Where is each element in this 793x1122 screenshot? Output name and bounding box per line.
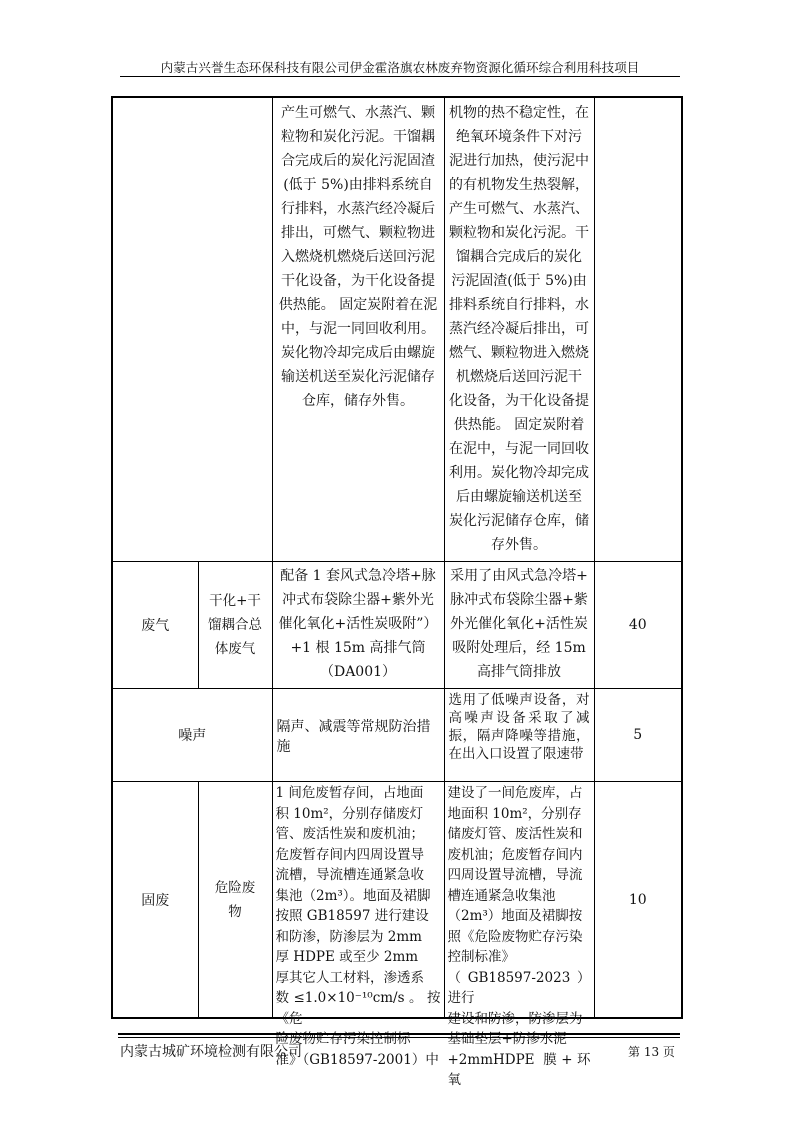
- line: 排料系统自行排料，水: [449, 297, 589, 313]
- line: 储废灯管、废活性炭和: [447, 826, 583, 842]
- line: 采用了由风式急冷塔+: [450, 568, 588, 584]
- line: 外光催化氧化+活性炭: [450, 616, 588, 632]
- line: 厚 HDPE 或至少 2mm: [275, 949, 419, 965]
- actual-measure-text: 选用了低噪声设备，对高噪声设备采取了减振，隔声降噪等措施，在出入口设置了限速带: [448, 692, 590, 762]
- category-waste-gas: 废气: [112, 562, 198, 689]
- line: 存外售。: [491, 537, 547, 553]
- line: +1 根 15m 高排气筒: [290, 640, 426, 656]
- investment-cell-empty: [594, 97, 682, 562]
- line: 废机油；危废暂存间内: [447, 846, 583, 863]
- line: 吸附处理后，经 15m: [452, 640, 586, 656]
- line: 排出，可燃气、颗粒物进: [281, 225, 435, 241]
- line: 粒物和炭化污泥。干馏耦: [281, 129, 435, 145]
- investment-solid-waste: 10: [594, 782, 682, 1019]
- line: 中，与泥一同回收利用。: [281, 321, 435, 337]
- actual-measure-text: [445, 98, 594, 561]
- line: 绝氧环境条件下对污: [456, 129, 582, 145]
- line: （GB18597-2023）进行: [447, 969, 591, 1006]
- line: 危险废: [214, 879, 256, 896]
- line: 物: [228, 903, 242, 920]
- line: 数≤1.0×10⁻¹⁰cm/s。按《危: [275, 990, 441, 1027]
- table-row-noise: [112, 689, 682, 782]
- line: 后由螺旋输送机送至: [456, 489, 582, 505]
- line: 化设备，为干化设备提: [449, 393, 589, 409]
- line: 污泥固渣(低于 5%)由: [451, 273, 587, 289]
- line: 行排料，水蒸汽经冷凝后: [281, 201, 435, 217]
- line: 馏耦合完成后的炭化: [456, 249, 582, 265]
- line: 利用。炭化物冷却完成: [449, 465, 589, 481]
- line: 干化+干: [209, 593, 261, 609]
- line: 四周设置导流槽，导流: [447, 867, 583, 883]
- line: (低于 5%)由排料系统自: [283, 177, 433, 193]
- line: 合完成后的炭化污泥固渣: [281, 153, 435, 169]
- line: 槽连通紧急收集池: [447, 887, 556, 904]
- line: 险废物贮存污染控制标: [275, 1031, 411, 1047]
- line: 冲式布袋除尘器+紫外光: [282, 592, 434, 608]
- design-measure-cell: [272, 689, 444, 782]
- line: 照《危险废物贮存污染: [447, 928, 583, 945]
- line: 的有机物发生热裂解，: [449, 177, 589, 193]
- line: 建设和防渗，防渗层为: [447, 1010, 583, 1027]
- line: 脉冲式布袋除尘器+紫: [450, 592, 588, 608]
- line: 供热能。 固定炭附着在泥: [278, 297, 438, 313]
- design-measure-text: [273, 782, 444, 1068]
- footer-company: 内蒙古城矿环境检测有限公司: [120, 1044, 302, 1060]
- table-row-continuation: [112, 97, 682, 562]
- line: 输送机送至炭化污泥储存: [281, 369, 435, 385]
- line: 地面积 10m²，分别存: [447, 805, 582, 822]
- line: （DA001）: [319, 664, 397, 680]
- subcategory-waste-gas: [198, 562, 272, 689]
- line: 建设了一间危废库，占: [447, 785, 583, 801]
- design-measure-text: 隔声、减震等常规防治措施: [276, 719, 431, 755]
- line: 厚其它人工材料，渗透系: [275, 969, 424, 986]
- actual-measure-cell: [444, 689, 594, 782]
- design-measure-cell: [272, 562, 444, 689]
- line: 入燃烧机燃烧后送回污泥: [281, 249, 435, 265]
- category-noise: 噪声: [112, 689, 272, 782]
- line: 燃气、颗粒物进入燃烧: [449, 345, 589, 361]
- header-rule: [120, 76, 680, 77]
- line: 体废气: [214, 641, 256, 657]
- subcategory-hazardous-waste: [198, 782, 272, 1019]
- line: 基础垫层+防渗水泥: [447, 1031, 567, 1047]
- design-measure-cell: [272, 782, 444, 1068]
- line: 产生可燃气、水蒸汽、: [449, 201, 589, 217]
- actual-measure-cell: [444, 97, 594, 562]
- table-row-waste-gas: [112, 562, 682, 689]
- footer-rule-thin: [118, 1037, 680, 1038]
- line: 集池（2m³）。地面及裙脚: [275, 887, 431, 904]
- design-measure-text: [273, 98, 444, 417]
- line: 泥进行加热，使污泥中: [449, 153, 589, 169]
- actual-measure-cell: [444, 782, 594, 1088]
- line: 产生可燃气、水蒸汽、颗: [281, 105, 435, 121]
- line: 供热能。 固定炭附着: [453, 417, 585, 433]
- line: 准》（GB18597-2001）中: [275, 1051, 439, 1068]
- line: 1 间危废暂存间，占地面: [275, 785, 424, 801]
- line: 流槽，导流槽连通紧急收: [275, 867, 424, 883]
- line: 控制标准》: [447, 949, 515, 965]
- line: 蒸汽经冷凝后排出，可: [449, 321, 589, 337]
- line: 机燃烧后送回污泥干: [456, 369, 582, 385]
- line: 高排气筒排放: [477, 664, 561, 680]
- line: 按照 GB18597 进行建设: [275, 908, 429, 924]
- footer-rule: [118, 1033, 680, 1035]
- line: 积 10m²，分别存储废灯: [275, 805, 424, 822]
- page-number: 第 13 页: [628, 1045, 675, 1059]
- line: 管、废活性炭和废机油；: [275, 826, 424, 842]
- line: 和防渗，防渗层为 2mm: [275, 928, 422, 945]
- line: 配备 1 套风式急冷塔+脉: [280, 568, 436, 584]
- actual-measure-cell: [444, 562, 594, 689]
- line: 仓库，储存外售。: [302, 393, 414, 409]
- category-cell-empty: [112, 97, 272, 562]
- table-row-solid-waste: [112, 782, 682, 1019]
- investment-noise: 5: [594, 689, 682, 782]
- line: 机物的热不稳定性，在: [449, 105, 589, 121]
- page-header: 内蒙古兴誉生态环保科技有限公司伊金霍洛旗农林废弃物资源化循环综合利用科技项目: [160, 60, 640, 75]
- design-measure-cell: [272, 97, 444, 562]
- line: 炭化污泥储存仓库，储: [449, 513, 589, 529]
- line: 馏耦合总: [208, 617, 262, 633]
- line: 在泥中，与泥一同回收: [449, 441, 589, 457]
- line: 颗粒物和炭化污泥。干: [449, 225, 589, 241]
- line: 催化氧化+活性炭吸附”）: [278, 616, 438, 632]
- line: （2m³）地面及裙脚按: [447, 908, 583, 924]
- line: +2mmHDPE 膜+环氧: [447, 1051, 591, 1088]
- actual-measure-text: [445, 782, 594, 1088]
- investment-waste-gas: 40: [594, 562, 682, 689]
- line: 炭化物冷却完成后由螺旋: [281, 345, 435, 361]
- category-solid-waste: 固废: [112, 782, 198, 1019]
- line: 干化设备，为干化设备提: [281, 273, 435, 289]
- line: 危废暂存间内四周设置导: [275, 846, 424, 863]
